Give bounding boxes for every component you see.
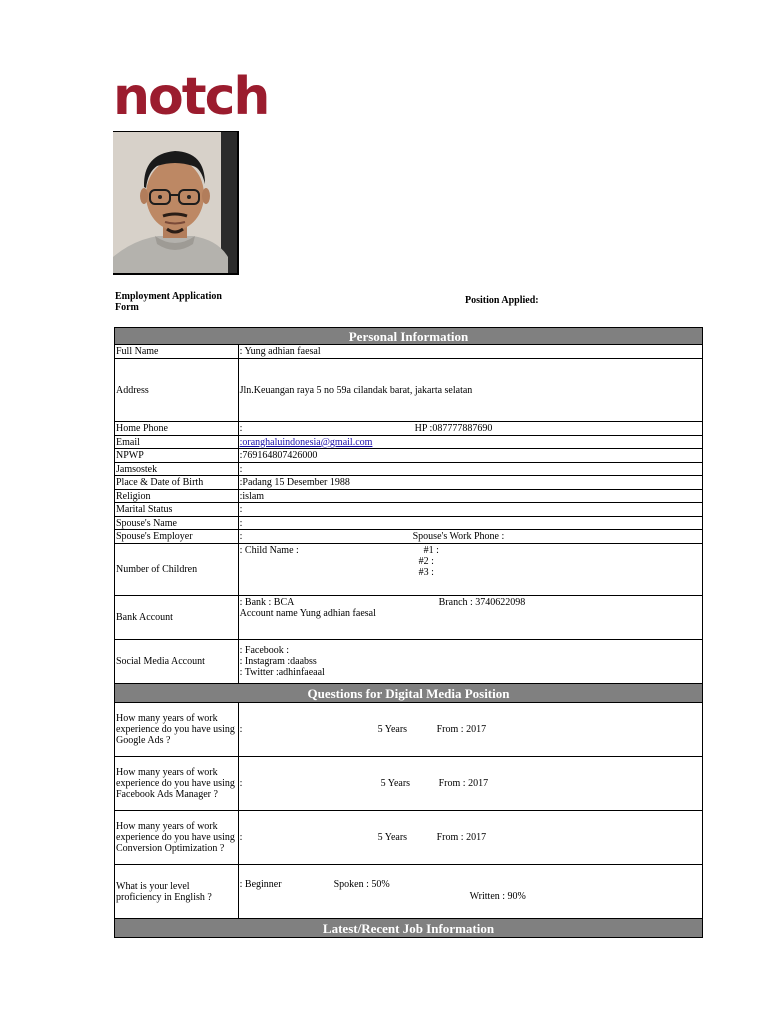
birth-label: Place & Date of Birth [115,476,239,490]
q2-years: 5 Years [380,778,411,789]
bank-name: : Bank : BCA [239,597,295,608]
q4-answer-cell [238,865,702,919]
position-applied-label: Position Applied: [465,295,539,306]
home-phone-label: Home Phone [115,422,239,436]
address-label: Address [115,359,239,422]
bank-branch: Branch : 3740622098 [438,597,526,608]
applicant-photo [113,131,239,275]
form-title: Employment Application Form [115,291,222,313]
spouse-name-label: Spouse's Name [115,517,239,530]
q4-spoken: Spoken : 50% [333,879,390,890]
child-2: #2 : [418,556,434,567]
q2-answer-cell [238,757,702,811]
social-media-cell [238,640,702,684]
twitter-value: : Twitter :adhinfaeaal [239,667,325,678]
child-3: #3 : [418,567,434,578]
q2-colon: : [239,778,243,789]
q3-answer-cell [238,811,702,865]
q4-written: Written : 90% [469,891,526,902]
bank-account-cell [238,596,702,640]
hp-value: HP :087777887690 [414,423,493,434]
social-media-label: Social Media Account [115,640,239,684]
home-phone-cell [238,422,702,436]
email-link[interactable]: :oranghaluindonesia@gmail.com [239,436,373,448]
section-personal-information: Personal Information [115,328,703,345]
q2-label: How many years of work experience do you have using Facebook Ads Manager ? [115,757,239,811]
q1-years: 5 Years [377,724,408,735]
facebook-value: : Facebook : [239,645,290,656]
q4-level: : Beginner [239,879,282,890]
jamsostek-value: : [238,463,702,476]
children-label: Number of Children [115,544,239,596]
marital-status-label: Marital Status [115,503,239,517]
child-1: #1 : [423,545,439,556]
q1-colon: : [239,724,243,735]
section-latest-job: Latest/Recent Job Information [115,919,703,938]
q1-label: How many years of work experience do you have using Google Ads ? [115,703,239,757]
spouse-employer-cell [238,530,702,544]
q3-colon: : [239,832,243,843]
birth-value: :Padang 15 Desember 1988 [238,476,702,490]
jamsostek-label: Jamsostek [115,463,239,476]
spouse-employer-value: : [239,531,243,542]
email-label: Email [115,436,239,449]
q2-from: From : 2017 [438,778,489,789]
instagram-value: : Instagram :daabss [239,656,317,667]
home-phone-value: : [239,423,243,434]
spouse-employer-label: Spouse's Employer [115,530,239,544]
full-name-value: : Yung adhian faesal [238,345,702,359]
q1-answer-cell [238,703,702,757]
spouse-work-phone: Spouse's Work Phone : [412,531,505,542]
npwp-label: NPWP [115,449,239,463]
logo-text: notch [113,67,269,127]
q1-from: From : 2017 [436,724,487,735]
q4-label: What is your level proficiency in English ? [115,865,239,919]
full-name-label: Full Name [115,345,239,359]
religion-value: :islam [238,490,702,503]
q3-years: 5 Years [377,832,408,843]
npwp-value: :769164807426000 [238,449,702,463]
address-value: Jln.Keuangan raya 5 no 59a cilandak barat, jakarta selatan [238,359,702,422]
notch-logo [113,67,269,127]
account-name: Account name Yung adhian faesal [239,608,376,619]
child-name: : Child Name : [239,545,299,556]
q3-from: From : 2017 [436,832,487,843]
spouse-name-value: : [238,517,702,530]
personal-information-table [114,327,703,938]
q3-label: How many years of work experience do you have using Conversion Optimization ? [115,811,239,865]
children-cell [238,544,702,596]
section-digital-media: Questions for Digital Media Position [115,684,703,703]
religion-label: Religion [115,490,239,503]
marital-status-value: : [238,503,702,517]
bank-account-label: Bank Account [115,596,239,640]
